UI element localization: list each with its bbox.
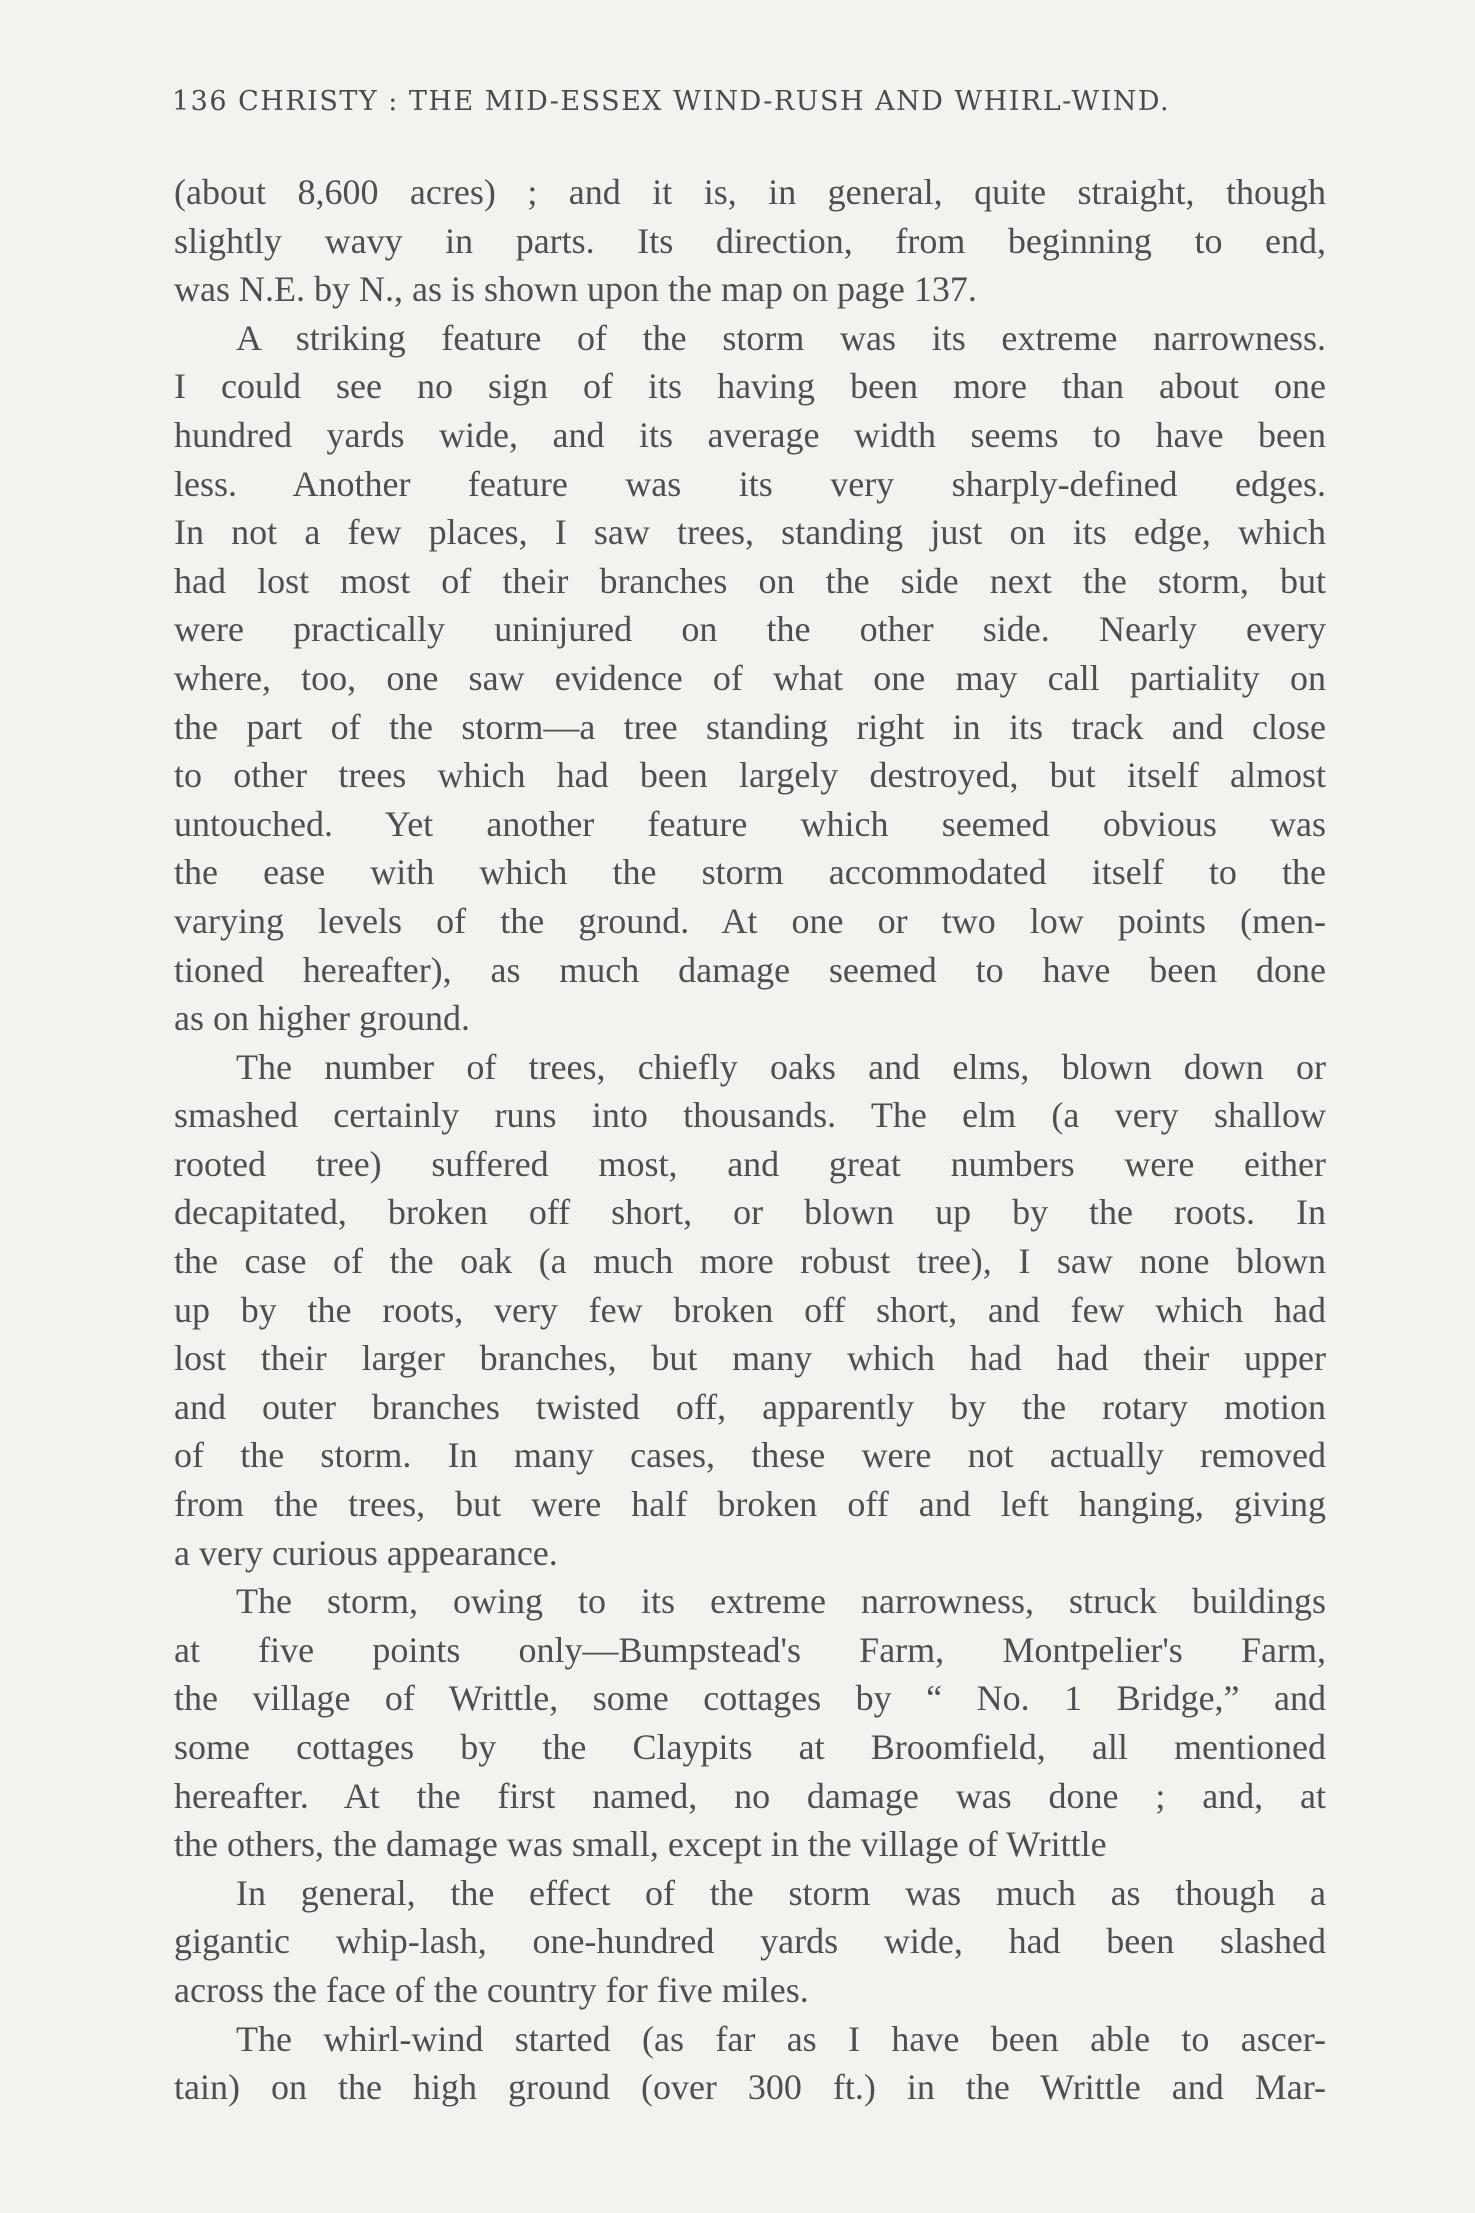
text-line: across the face of the country for five miles. [174,1969,809,2010]
text-line: The number of trees, chiefly oaks and elms, blown down or [236,1046,1326,1087]
text-line: tain) on the high ground (over 300 ft.) in the Writtle and Mar- [174,2067,1326,2108]
paragraph [174,314,1326,1043]
text-line: of the storm. In many cases, these were not actually removed [174,1435,1326,1476]
text-line: I could see no sign of its having been more than about one [174,366,1326,407]
text-line: was N.E. by N., as is shown upon the map on page 137. [174,269,977,310]
paragraph [174,1043,1326,1578]
text-line: gigantic whip-lash, one-hundred yards wide, had been slashed [174,1921,1326,1962]
text-line: decapitated, broken off short, or blown up by the roots. In [174,1192,1326,1233]
text-line: (about 8,600 acres) ; and it is, in general, quite straight, though [174,172,1326,212]
paragraph [174,1577,1326,1869]
text-line: were practically uninjured on the other side. Nearly every [174,609,1326,650]
text-line: smashed certainly runs into thousands. The elm (a very shallow [174,1095,1326,1136]
paragraph [174,1869,1326,2015]
running-head: 136 CHRISTY : THE MID-ESSEX WIND-RUSH AND WHIRL-WIND. [172,86,1171,117]
paragraph [174,2015,1326,2112]
text-line: as on higher ground. [174,998,470,1039]
text-line: slightly wavy in parts. Its direction, from beginning to end, [174,220,1326,261]
text-line: the part of the storm—a tree standing right in its track and close [174,706,1326,747]
text-line: In general, the effect of the storm was much as though a [236,1872,1326,1913]
text-line: rooted tree) suffered most, and great numbers were either [174,1143,1326,1184]
text-line: at five points only—Bumpstead's Farm, Montpelier's Farm, [174,1629,1326,1670]
text-line: to other trees which had been largely destroyed, but itself almost [174,755,1326,796]
text-line: some cottages by the Claypits at Broomfield, all mentioned [174,1727,1326,1767]
text-line: varying levels of the ground. At one or two low points (men- [174,900,1326,941]
text-line: the case of the oak (a much more robust tree), I saw none blown [174,1241,1326,1282]
text-line: the ease with which the storm accommodated itself to the [174,852,1326,893]
text-line: where, too, one saw evidence of what one may call partiality on [174,657,1326,698]
text-line: up by the roots, very few broken off short, and few which had [174,1289,1326,1330]
paragraph [174,168,1326,314]
text-line: The storm, owing to its extreme narrowness, struck buildings [236,1581,1326,1622]
text-line: hereafter. At the first named, no damage was done ; and, at [174,1775,1326,1816]
text-line: and outer branches twisted off, apparently by the rotary motion [174,1386,1326,1427]
text-line: lost their larger branches, but many which had had their upper [174,1338,1326,1379]
text-line: hundred yards wide, and its average width seems to have been [174,414,1326,455]
text-line: untouched. Yet another feature which seemed obvious was [174,803,1326,844]
text-line: the village of Writtle, some cottages by “ No. 1 Bridge,” and [174,1678,1326,1719]
text-line: from the trees, but were half broken off and left hanging, giving [174,1484,1326,1525]
body-text [174,168,1326,2112]
text-line: A striking feature of the storm was its extreme narrowness. [236,317,1326,358]
text-line: tioned hereafter), as much damage seemed to have been done [174,949,1326,990]
text-line: In not a few places, I saw trees, standing just on its edge, which [174,512,1326,553]
text-line: The whirl-wind started (as far as I have been able to ascer- [236,2018,1326,2059]
text-line: had lost most of their branches on the side next the storm, but [174,560,1326,601]
text-line: less. Another feature was its very sharply-defined edges. [174,463,1326,504]
text-line: the others, the damage was small, except in the village of Writtle [174,1824,1107,1865]
text-line: a very curious appearance. [174,1532,558,1573]
